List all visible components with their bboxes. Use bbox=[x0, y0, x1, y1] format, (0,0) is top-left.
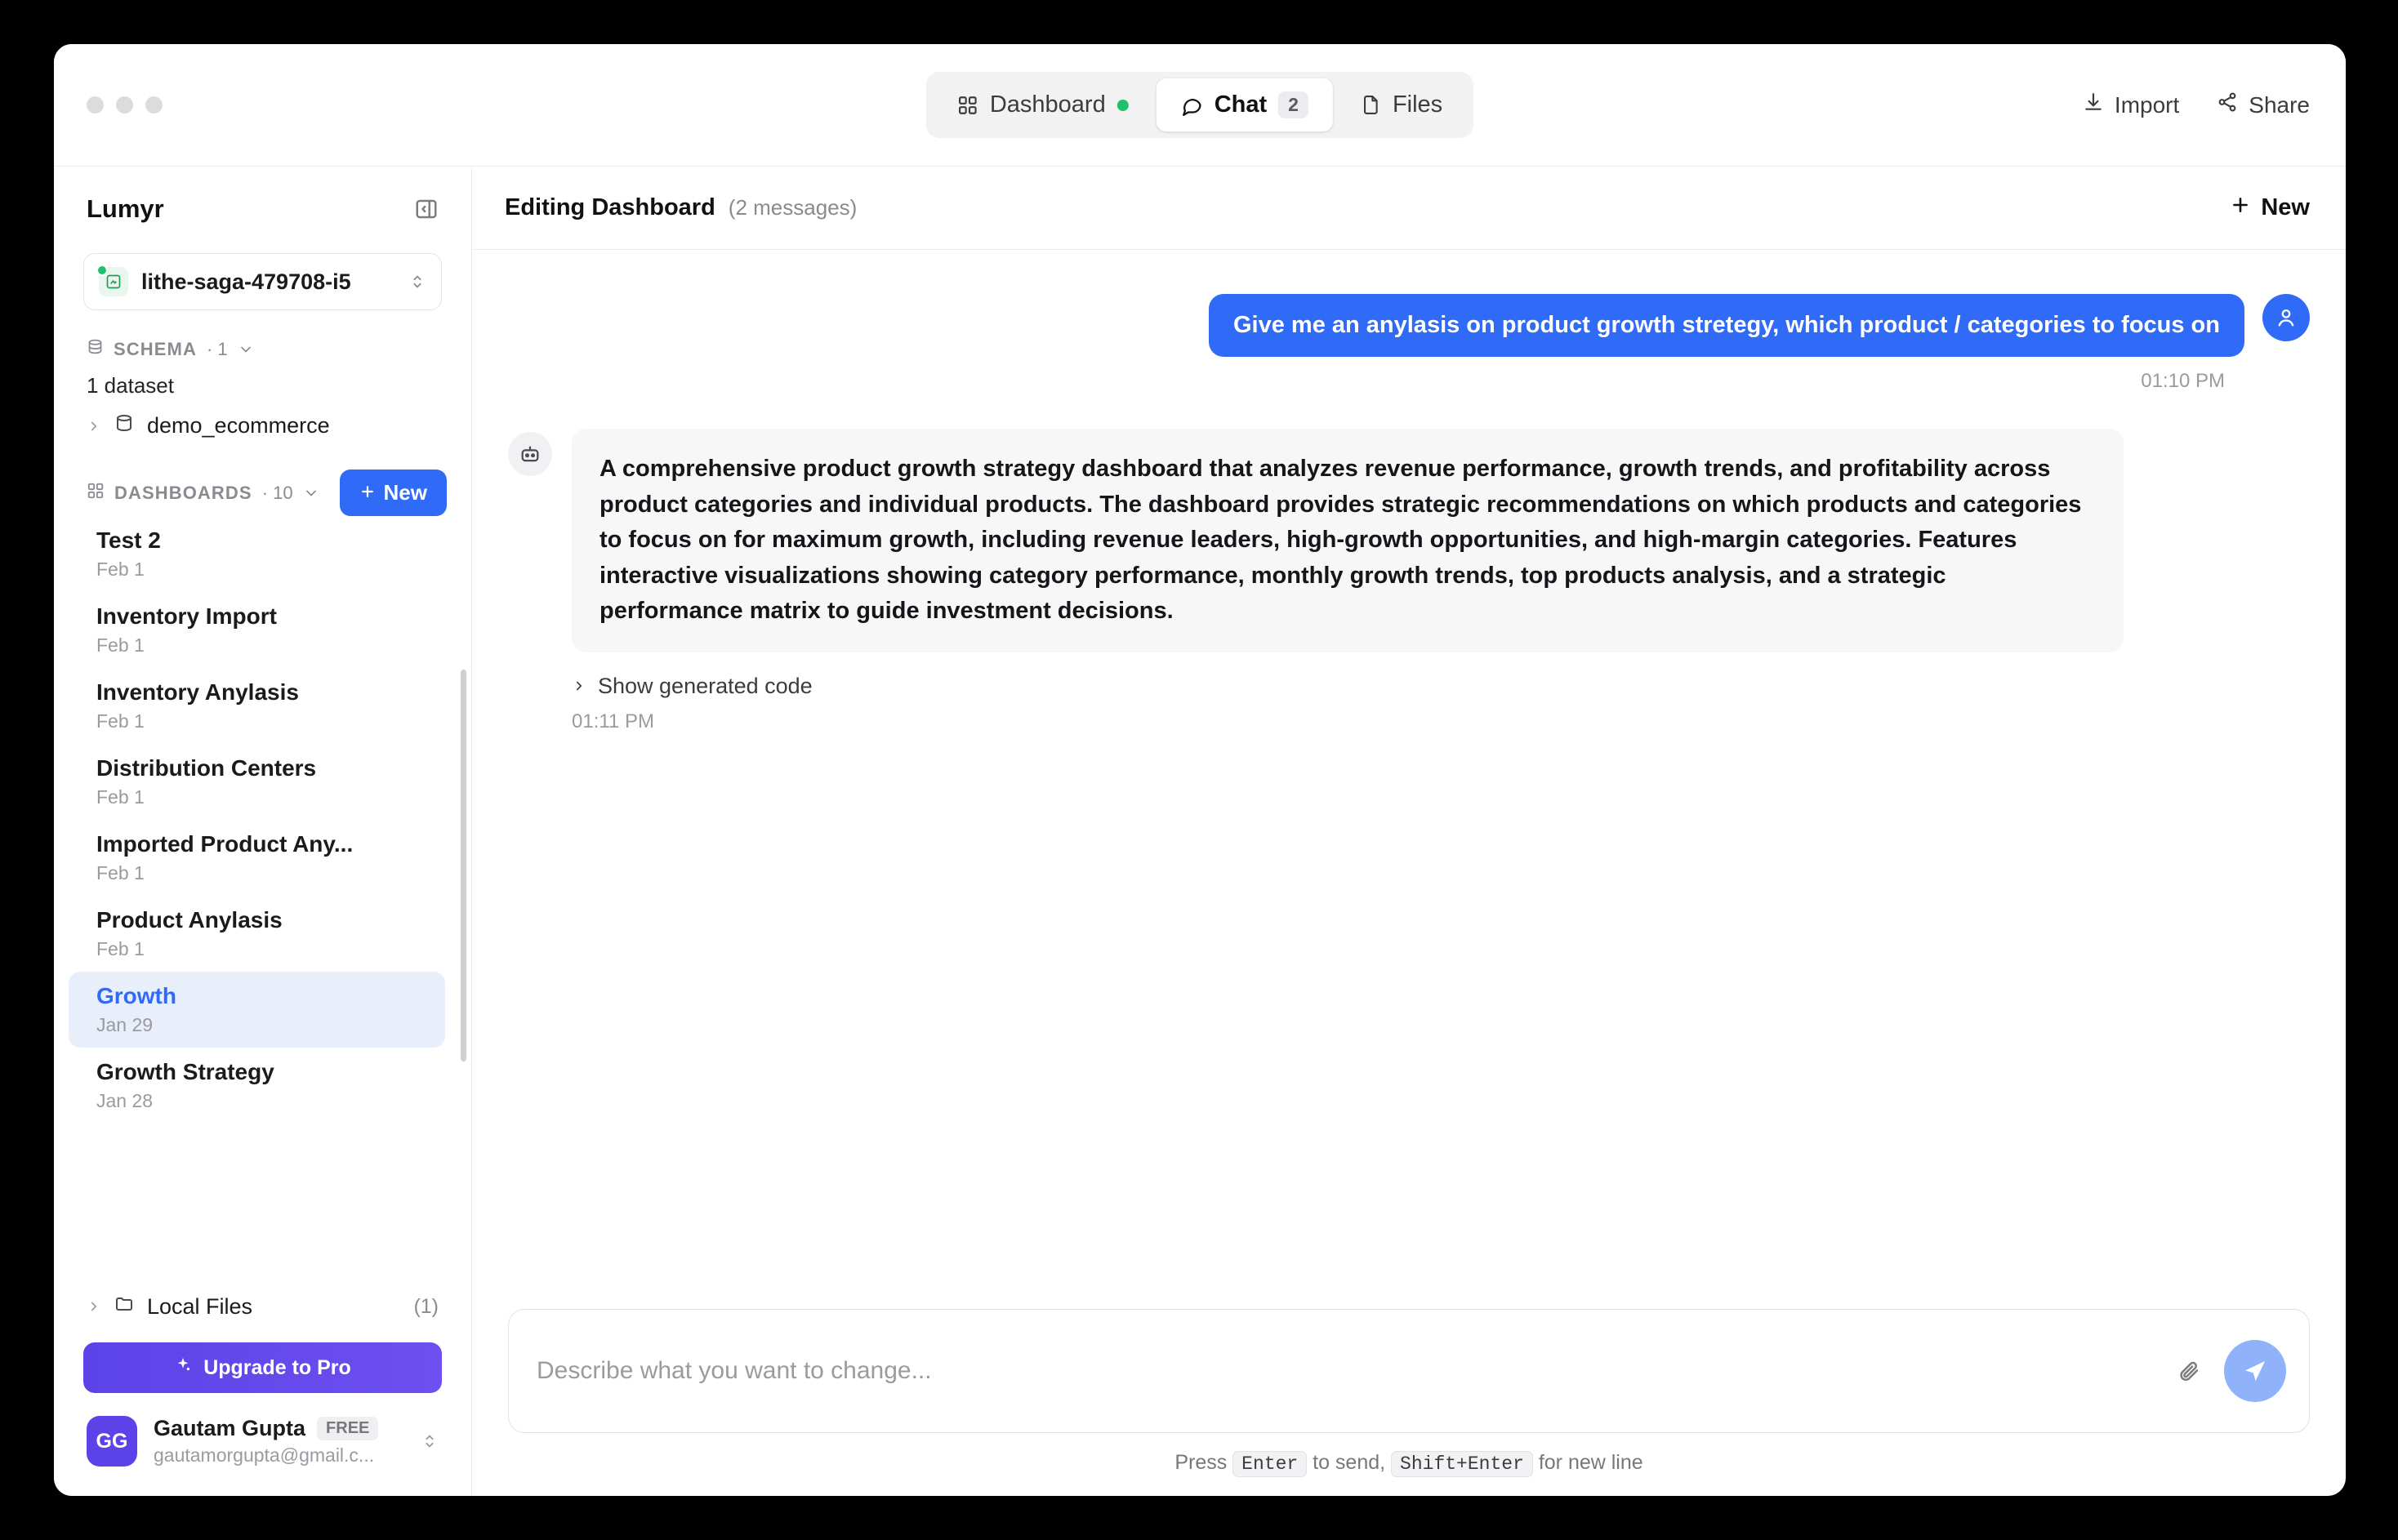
assistant-message-time: 01:11 PM bbox=[572, 710, 654, 732]
dashboard-name: Test 2 bbox=[96, 531, 161, 553]
tab-dashboard[interactable] bbox=[933, 78, 1153, 131]
dashboard-date: Feb 1 bbox=[96, 786, 145, 808]
sidebar-scrollbar[interactable] bbox=[461, 670, 466, 1062]
dashboard-date: Feb 1 bbox=[96, 634, 145, 656]
show-generated-code-toggle[interactable] bbox=[572, 674, 2310, 699]
grid-icon bbox=[957, 95, 978, 116]
chat-input[interactable] bbox=[537, 1357, 2165, 1385]
user-avatar-icon bbox=[2262, 294, 2310, 341]
list-item[interactable] bbox=[69, 668, 445, 744]
plus-icon bbox=[2230, 194, 2251, 222]
composer-hint bbox=[508, 1451, 2310, 1475]
dashboard-list[interactable] bbox=[54, 531, 471, 1280]
folder-icon bbox=[114, 1294, 134, 1320]
status-dot-icon bbox=[1117, 100, 1129, 111]
app-name: Lumyr bbox=[87, 194, 164, 223]
tab-chat[interactable] bbox=[1157, 78, 1333, 131]
share-label: Share bbox=[2249, 91, 2310, 118]
composer-area bbox=[472, 1309, 2346, 1496]
maximize-window-button[interactable] bbox=[145, 96, 163, 113]
schema-label: SCHEMA bbox=[114, 338, 197, 359]
chevron-right-icon bbox=[572, 674, 586, 699]
user-message bbox=[508, 294, 2310, 357]
dashboard-date: Feb 1 bbox=[96, 710, 145, 732]
sidebar bbox=[54, 167, 472, 1496]
plan-badge: FREE bbox=[317, 1417, 378, 1440]
dashboard-date: Feb 1 bbox=[96, 862, 145, 883]
list-item[interactable] bbox=[69, 744, 445, 820]
dashboard-name: Inventory Anylasis bbox=[96, 679, 299, 705]
title-bar bbox=[54, 44, 2346, 167]
user-name: Gautam Gupta bbox=[154, 1416, 306, 1440]
upgrade-label: Upgrade to Pro bbox=[203, 1355, 351, 1379]
chevron-right-icon bbox=[87, 1294, 101, 1320]
dashboard-name: Growth bbox=[96, 983, 176, 1008]
dashboard-name: Distribution Centers bbox=[96, 755, 317, 781]
schema-count: · 1 bbox=[206, 338, 228, 359]
assistant-message-body bbox=[572, 429, 2310, 733]
dashboards-chevron-down-icon[interactable] bbox=[303, 485, 319, 501]
main-tabs bbox=[926, 72, 1473, 138]
dashboard-date: Jan 29 bbox=[96, 1014, 154, 1035]
tab-files[interactable] bbox=[1336, 78, 1467, 131]
user-meta bbox=[154, 1416, 378, 1467]
app-window bbox=[54, 44, 2346, 1496]
list-item[interactable] bbox=[69, 820, 445, 896]
dashboard-name: Product Anylasis bbox=[96, 907, 283, 932]
new-dashboard-button[interactable] bbox=[340, 470, 447, 516]
upgrade-to-pro-button[interactable] bbox=[83, 1342, 442, 1393]
composer[interactable] bbox=[508, 1309, 2310, 1433]
dashboard-date: Feb 1 bbox=[96, 938, 145, 959]
dashboards-count: · 10 bbox=[261, 482, 293, 503]
chat-header bbox=[472, 167, 2346, 250]
dataset-count: 1 dataset bbox=[87, 373, 174, 398]
dashboard-name: Imported Product Any... bbox=[96, 831, 354, 857]
panel-collapse-icon[interactable] bbox=[414, 197, 439, 221]
show-generated-code-label: Show generated code bbox=[598, 673, 813, 698]
file-icon bbox=[1361, 95, 1381, 115]
share-icon bbox=[2217, 91, 2238, 118]
hint-suffix: for new line bbox=[1538, 1451, 1643, 1474]
hint-prefix: Press bbox=[1174, 1451, 1228, 1474]
chevron-right-icon bbox=[87, 419, 101, 434]
import-label: Import bbox=[2114, 91, 2180, 118]
list-item-active[interactable] bbox=[69, 972, 445, 1048]
project-icon bbox=[99, 267, 128, 296]
new-dashboard-label: New bbox=[383, 480, 427, 505]
close-window-button[interactable] bbox=[87, 96, 104, 113]
tab-chat-label: Chat bbox=[1214, 91, 1268, 118]
dashboard-date: Feb 1 bbox=[96, 559, 145, 580]
share-button[interactable] bbox=[2217, 91, 2310, 118]
import-icon bbox=[2083, 91, 2104, 118]
schema-section-header[interactable] bbox=[54, 310, 471, 360]
chevron-updown-icon[interactable] bbox=[421, 1432, 439, 1450]
project-status-dot-icon bbox=[96, 265, 108, 276]
sidebar-header bbox=[54, 167, 471, 247]
list-item[interactable] bbox=[69, 531, 445, 592]
hint-key-enter: Enter bbox=[1232, 1451, 1307, 1477]
paperclip-icon[interactable] bbox=[2165, 1347, 2213, 1395]
dashboards-section-header bbox=[54, 448, 471, 516]
dashboard-date: Jan 28 bbox=[96, 1090, 154, 1111]
main-panel bbox=[472, 167, 2346, 1496]
dashboard-name: Growth Strategy bbox=[96, 1059, 274, 1084]
dashboards-label: DASHBOARDS bbox=[114, 482, 252, 503]
chevron-down-icon[interactable] bbox=[238, 341, 254, 358]
dataset-name: demo_ecommerce bbox=[147, 413, 330, 438]
project-selector[interactable] bbox=[83, 253, 442, 310]
local-files-label: Local Files bbox=[147, 1294, 253, 1319]
user-message-text: Give me an anylasis on product growth stretegy, which product / categories to focus on bbox=[1209, 294, 2244, 357]
message-count: (2 messages) bbox=[728, 195, 858, 220]
title-bar-actions bbox=[2083, 91, 2310, 118]
assistant-message bbox=[508, 429, 2310, 733]
minimize-window-button[interactable] bbox=[116, 96, 133, 113]
database-icon bbox=[87, 338, 104, 360]
new-chat-button[interactable] bbox=[2230, 194, 2310, 222]
list-item[interactable] bbox=[69, 592, 445, 668]
hint-key-shift-enter: Shift+Enter bbox=[1391, 1451, 1533, 1477]
user-account-row[interactable] bbox=[77, 1408, 448, 1475]
new-chat-label: New bbox=[2261, 194, 2310, 220]
tab-files-label: Files bbox=[1392, 91, 1443, 118]
import-button[interactable] bbox=[2083, 91, 2179, 118]
assistant-message-text: A comprehensive product growth strategy dashboard that analyzes revenue performance, growth trends, and profitability across product categories and individual products. The dashboard provides strategic recommendations on which products and categories to focus on for maximum growth, including revenue leaders, high-growth opportunities, and high-margin categories. Features interactive visualizations showing category performance, monthly growth trends, top products analysis, and a strategic performance matrix to guide investment decisions. bbox=[572, 429, 2124, 652]
sparkle-icon bbox=[174, 1356, 192, 1380]
local-files-item[interactable] bbox=[54, 1280, 471, 1328]
send-button[interactable] bbox=[2224, 1340, 2286, 1402]
user-email: gautamorgupta@gmail.c... bbox=[154, 1444, 375, 1466]
hint-middle: to send, bbox=[1313, 1451, 1386, 1474]
dashboards-icon bbox=[87, 482, 105, 504]
list-item[interactable] bbox=[69, 896, 445, 972]
dashboard-name: Inventory Import bbox=[96, 603, 277, 629]
list-item[interactable] bbox=[69, 1048, 445, 1124]
bot-avatar-icon bbox=[508, 432, 552, 476]
dataset-item-demo-ecommerce[interactable] bbox=[54, 403, 471, 448]
tab-dashboard-label: Dashboard bbox=[989, 91, 1106, 118]
project-name: lithe-saga-479708-i5 bbox=[141, 269, 351, 294]
dataset-icon bbox=[114, 413, 134, 438]
chevron-updown-icon bbox=[408, 273, 426, 291]
local-files-count: (1) bbox=[413, 1295, 439, 1318]
page-title: Editing Dashboard bbox=[505, 194, 715, 220]
tab-chat-badge: 2 bbox=[1278, 91, 1308, 118]
plus-icon bbox=[359, 480, 376, 505]
avatar: GG bbox=[87, 1416, 137, 1467]
user-message-time: 01:10 PM bbox=[2141, 370, 2225, 392]
window-controls[interactable] bbox=[87, 96, 163, 113]
conversation bbox=[472, 250, 2346, 1309]
app-body bbox=[54, 167, 2346, 1496]
chat-icon bbox=[1181, 94, 1203, 116]
